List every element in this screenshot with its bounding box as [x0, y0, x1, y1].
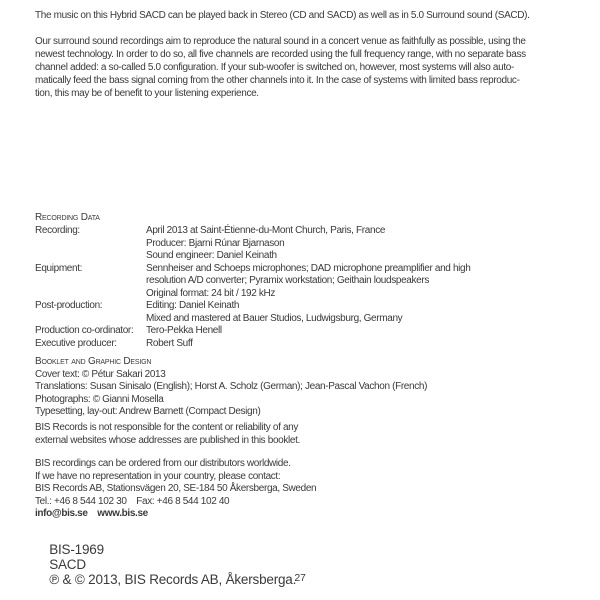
- credit-line: Cover text: © Pétur Sakari 2013: [35, 368, 166, 380]
- design-credits-heading: Booklet and Graphic Design: [35, 356, 152, 367]
- phone-fax-line: Tel.: +46 8 544 102 30 Fax: +46 8 544 102 40: [35, 495, 230, 507]
- format-label: SACD: [49, 557, 86, 572]
- paragraph-line: If we have no representation in your country, please contact:: [35, 470, 281, 482]
- paragraph-line: Our surround sound recordings aim to reproduce the natural sound in a concert venue as faithfully as possible, using the: [35, 36, 526, 47]
- paragraph-line: The music on this Hybrid SACD can be played back in Stereo (CD and SACD) as well as in 5.0 Surround sound (SACD).: [35, 10, 530, 21]
- paragraph-line: newest technology. In order to do so, all five channels are recorded using the full frequency range, with no separate bass: [35, 49, 526, 60]
- address-line: BIS Records AB, Stationsvägen 20, SE-184 50 Åkersberga, Sweden: [35, 483, 317, 494]
- row-label: Recording:: [35, 225, 80, 236]
- credit-line: Photographs: © Gianni Mosella: [35, 393, 164, 405]
- paragraph-line: BIS recordings can be ordered from our distributors worldwide.: [35, 458, 291, 469]
- recording-data-table: [35, 225, 470, 350]
- table-row: [35, 325, 470, 338]
- credit-line: Translations: Susan Sinisalo (English); Horst A. Scholz (German); Jean-Pascal Vachon (French): [35, 381, 428, 392]
- row-value: Editing: Daniel Keinath Mixed and mastered at Bauer Studios, Ludwigsburg, Germany: [146, 300, 403, 324]
- row-label: Equipment:: [35, 262, 83, 274]
- paragraph-line: tion, this may be of benefit to your listening experience.: [35, 88, 259, 99]
- recording-data-heading: Recording Data: [35, 212, 100, 223]
- intro-paragraph-1: [35, 9, 530, 22]
- paragraph-line: BIS Records is not responsible for the content or reliability of any: [35, 422, 299, 433]
- row-label: Production co-ordinator:: [35, 325, 134, 336]
- design-credits-section: [35, 356, 427, 419]
- row-value: Sennheiser and Schoeps microphones; DAD microphone preamplifier and high resolution A/D converter; Pyramix workstation; Geithain loudspeakers Original format: 24 bit / 192 kHz: [146, 262, 471, 299]
- paragraph-line: external websites whose addresses are published in this booklet.: [35, 434, 300, 446]
- table-row: [35, 225, 470, 263]
- catalog-number: BIS-1969: [49, 542, 104, 557]
- table-row: [35, 338, 470, 351]
- table-row: [35, 263, 470, 301]
- colophon-line: [35, 527, 296, 600]
- page-number: 27: [294, 572, 306, 584]
- row-label: Post-production:: [35, 300, 103, 311]
- paragraph-line: channel added: a so-called 5.0 configuration. If your sub-woofer is switched on, however, most systems will also auto-: [35, 62, 514, 73]
- row-value: April 2013 at Saint-Étienne-du-Mont Church, Paris, France Producer: Bjarni Rúnar Bjarnason Sound engineer: Daniel Keinath: [146, 225, 386, 261]
- credit-line: Typesetting, lay-out: Andrew Barnett (Compact Design): [35, 406, 261, 417]
- ordering-contact-block: [35, 458, 316, 521]
- intro-paragraph-2: [35, 35, 526, 100]
- table-row: [35, 300, 470, 325]
- row-value: Robert Suff: [146, 337, 193, 349]
- email-website-line: info@bis.se www.bis.se: [35, 508, 148, 519]
- row-label: Executive producer:: [35, 337, 117, 349]
- row-value: Tero-Pekka Henell: [146, 325, 222, 336]
- copyright-notice: ℗ & © 2013, BIS Records AB, Åkersberga.: [49, 572, 297, 587]
- paragraph-line: matically feed the bass signal coming from the other channels into it. In the case of systems with limited bass reproduc-: [35, 75, 520, 86]
- disclaimer-paragraph: [35, 422, 300, 447]
